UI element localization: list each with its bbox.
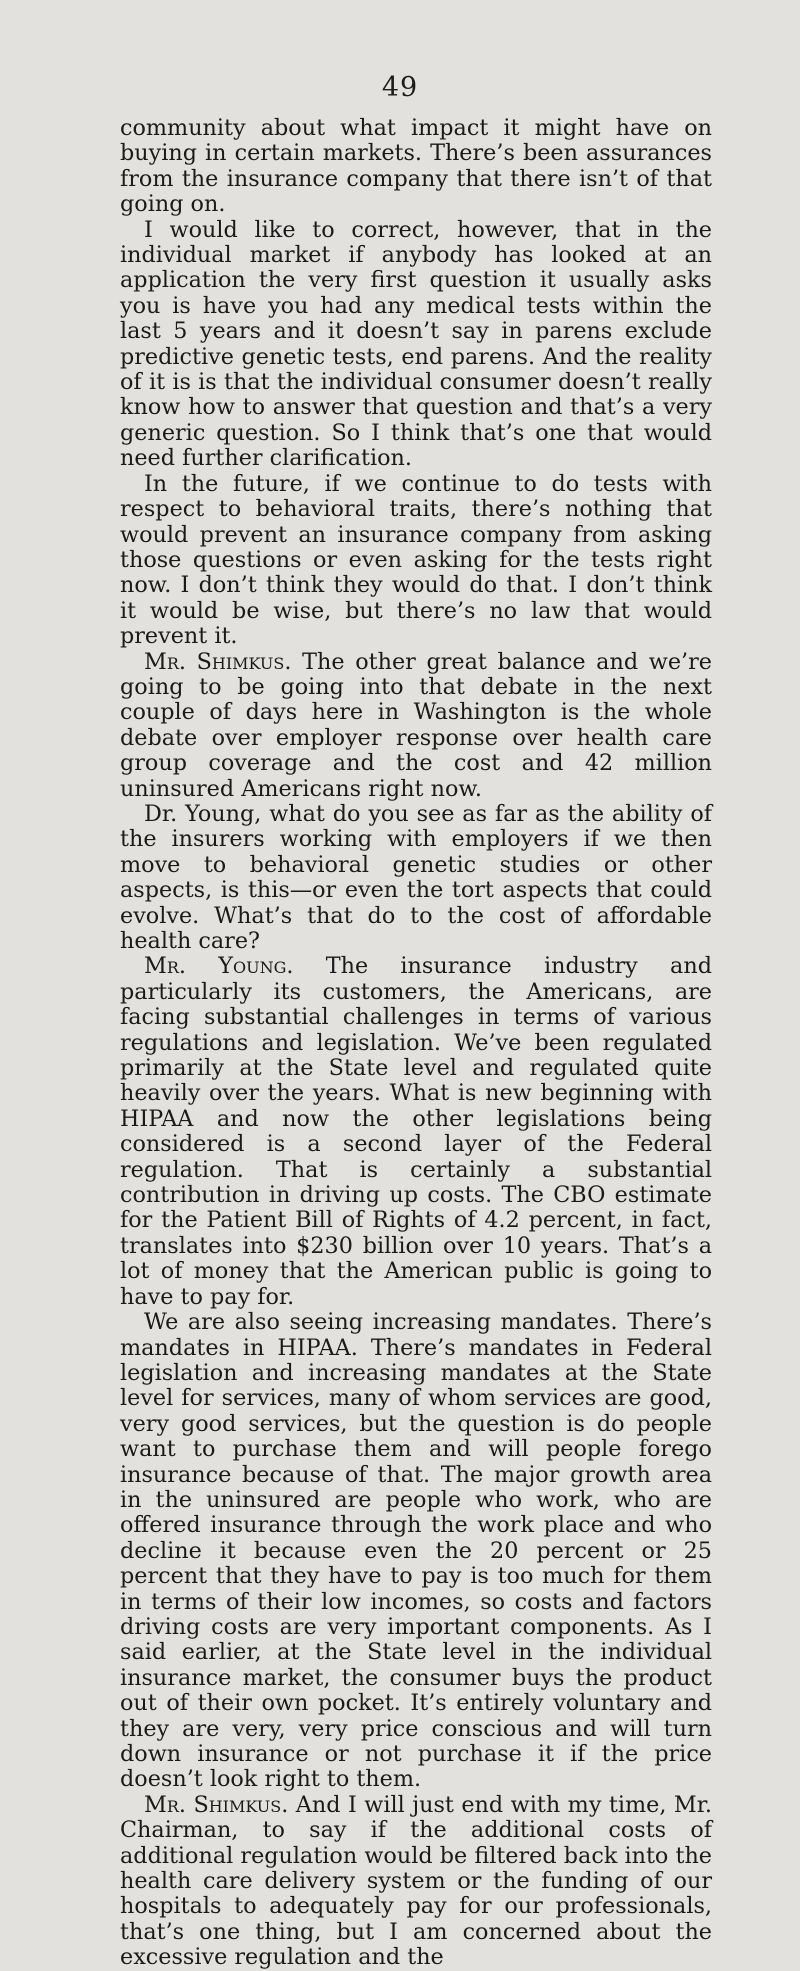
page-number: 49 bbox=[381, 72, 419, 103]
paragraph bbox=[120, 650, 712, 802]
paragraph bbox=[120, 1793, 712, 1971]
paragraph-text: The other great balance and we’re going to be going into that debate in the next couple of days here in Washington is the whole debate over employer response over health care group coverage and the cost and 42 million uninsured Americans right now. bbox=[120, 648, 712, 802]
paragraph-text: We are also seeing increasing mandates. There’s mandates in HIPAA. There’s mandates in Federal legislation and increasing mandates at the State level for services, many of whom services are good, very good services, but the question is do people want to purchase them and will people forego insurance because of that. The major growth area in the uninsured are people who work, who are offered insurance through the work place and who decline it because even the 20 percent or 25 percent that they have to pay is too much for them in terms of their low incomes, so costs and factors driving costs are very important components. As I said earlier, at the State level in the individual insurance market, the consumer buys the product out of their own pocket. It’s entirely voluntary and they are very, very price conscious and will turn down insurance or not purchase it if the price doesn’t look right to them. bbox=[120, 1309, 712, 1793]
speaker-name: Mr. Young. bbox=[144, 953, 294, 980]
speaker-name: Mr. Shimkus. bbox=[144, 1791, 289, 1818]
paragraph-text: I would like to correct, however, that in the individual market if anybody has looked at an application the very first question it usually asks you is have you had any medical tests within the last 5 years and it doesn’t say in parens exclude predictive genetic tests, end parens. And the reality of it is is that the individual consumer doesn’t really know how to answer that question and that’s a very generic question. So I think that’s one that would need further clarification. bbox=[120, 216, 712, 472]
paragraph-text: And I will just end with my time, Mr. Chairman, to say if the additional costs of additional regulation would be filtered back into the health care delivery system or the funding of our hospitals to adequately pay for our professionals, that’s one thing, but I am concerned about the excessive regulation and the bbox=[120, 1791, 713, 1971]
paragraph bbox=[120, 218, 712, 472]
paragraph-text: The insurance industry and particularly its customers, the Americans, are facing substantial challenges in terms of various regulations and legislation. We’ve been regulated primarily at the State level and regulated quite heavily over the years. What is new beginning with HIPAA and now the other legislations being considered is a second layer of the Federal regulation. That is certainly a substantial contribution in driving up costs. The CBO estimate for the Patient Bill of Rights of 4.2 percent, in fact, translates into $230 billion over 10 years. That’s a lot of money that the American public is going to have to pay for. bbox=[120, 953, 712, 1310]
paragraph bbox=[120, 1310, 712, 1793]
paragraph bbox=[120, 116, 712, 218]
paragraph bbox=[120, 954, 712, 1310]
body-text bbox=[120, 116, 712, 1971]
paragraph bbox=[120, 472, 712, 650]
speaker-name: Mr. Shimkus. bbox=[144, 648, 292, 675]
paragraph-text: In the future, if we continue to do tests with respect to behavioral traits, there’s nothing that would prevent an insurance company from asking those questions or even asking for the tests right now. I don’t think they would do that. I don’t think it would be wise, but there’s no law that would prevent it. bbox=[120, 470, 712, 650]
paragraph-text: community about what impact it might have on buying in certain markets. There’s been assurances from the insurance company that there isn’t of that going on. bbox=[120, 115, 712, 218]
paragraph-text: Dr. Young, what do you see as far as the ability of the insurers working with employers if we then move to behavioral genetic studies or other aspects, is this—or even the tort aspects that could evolve. What’s that do to the cost of affordable health care? bbox=[120, 800, 712, 954]
paragraph bbox=[120, 802, 712, 954]
